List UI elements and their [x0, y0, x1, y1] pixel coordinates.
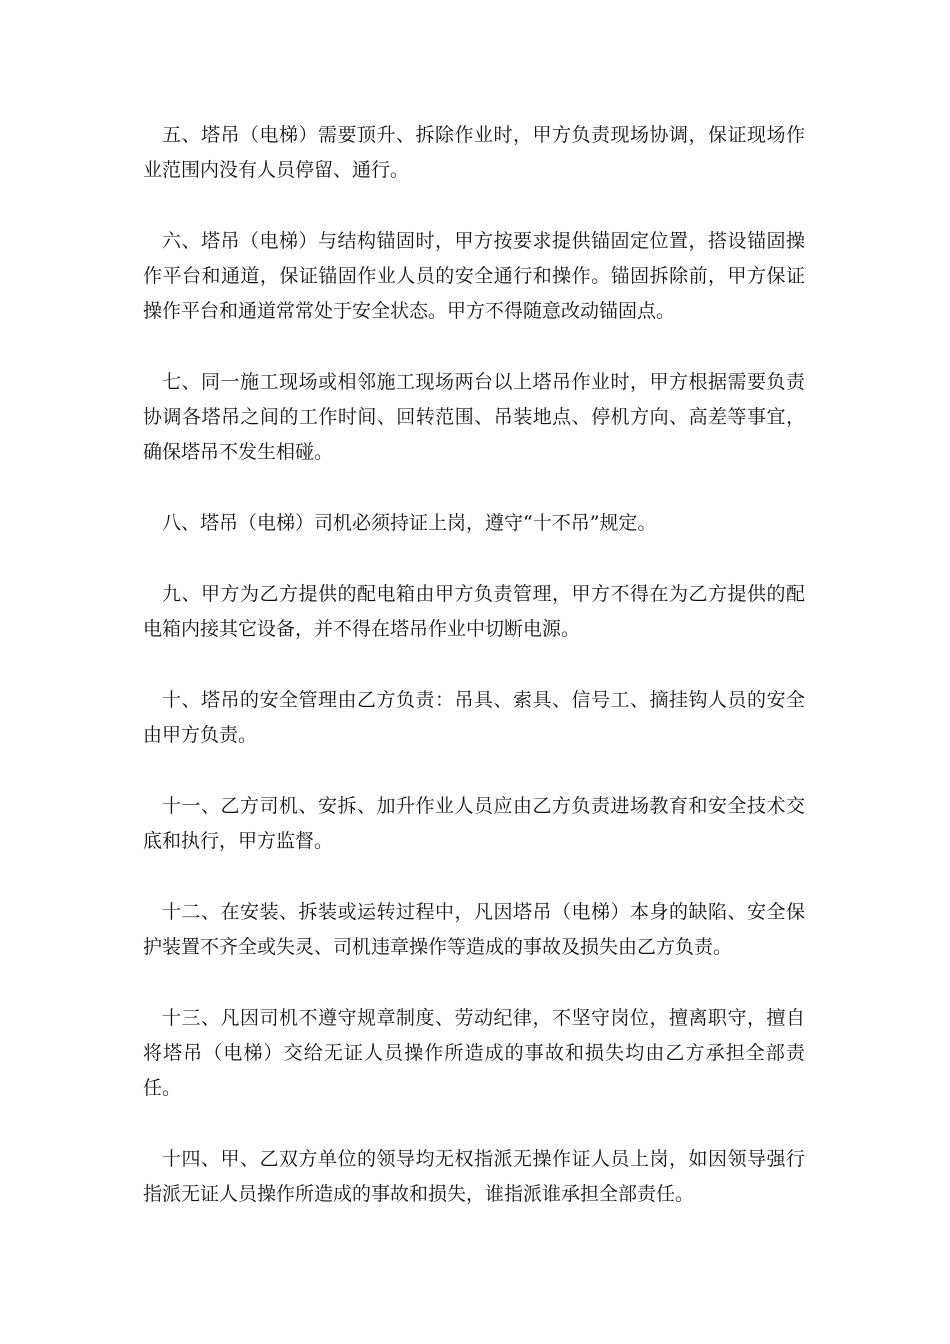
- clause-13: 十三、凡因司机不遵守规章制度、劳动纪律，不坚守岗位，擅离职守，擅自将塔吊（电梯）交给无证人员操作所造成的事故和损失均由乙方承担全部责任。: [143, 1007, 805, 1099]
- clause-12: 十二、在安装、拆装或运转过程中，凡因塔吊（电梯）本身的缺陷、安全保护装置不齐全或失灵、司机违章操作等造成的事故及损失由乙方负责。: [143, 901, 805, 958]
- clause-5: 五、塔吊（电梯）需要顶升、拆除作业时，甲方负责现场协调，保证现场作业范围内没有人员停留、通行。: [143, 124, 805, 181]
- clause-11: 十一、乙方司机、安拆、加升作业人员应由乙方负责进场教育和安全技术交底和执行，甲方监督。: [143, 795, 805, 852]
- clause-8: 八、塔吊（电梯）司机必须持证上岗，遵守“十不吊”规定。: [162, 512, 657, 534]
- clause-6: 六、塔吊（电梯）与结构锚固时，甲方按要求提供锚固定位置，搭设锚固操作平台和通道，保证锚固作业人员的安全通行和操作。锚固拆除前，甲方保证操作平台和通道常常处于安全状态。甲方不得随意改动锚固点。: [143, 230, 805, 322]
- clause-14: 十四、甲、乙双方单位的领导均无权指派无操作证人员上岗，如因领导强行指派无证人员操作所造成的事故和损失，谁指派谁承担全部责任。: [143, 1148, 805, 1205]
- clause-9: 九、甲方为乙方提供的配电箱由甲方负责管理，甲方不得在为乙方提供的配电箱内接其它设备，并不得在塔吊作业中切断电源。: [143, 583, 805, 640]
- document-body: [143, 118, 805, 1248]
- clause-10: 十、塔吊的安全管理由乙方负责：吊具、索具、信号工、摘挂钩人员的安全由甲方负责。: [143, 689, 805, 746]
- clause-7: 七、同一施工现场或相邻施工现场两台以上塔吊作业时，甲方根据需要负责协调各塔吊之间的工作时间、回转范围、吊装地点、停机方向、高差等事宜，确保塔吊不发生相碰。: [143, 371, 805, 463]
